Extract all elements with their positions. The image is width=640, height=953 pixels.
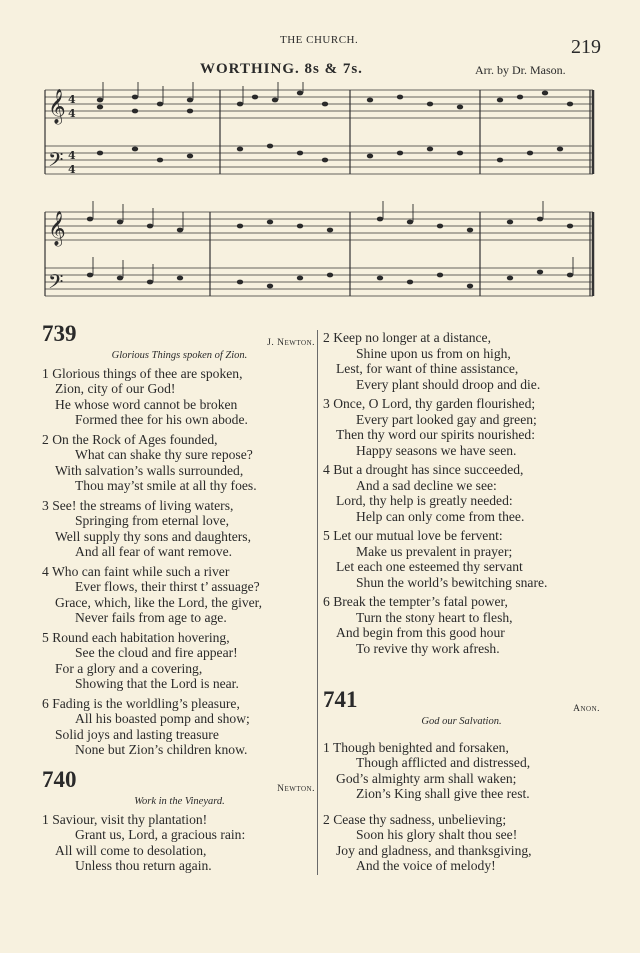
verse-line: Unless thou return again. xyxy=(75,858,212,873)
verse-line: Formed thee for his own abode. xyxy=(75,412,248,427)
hymn-verse xyxy=(42,432,317,494)
verse-line: To revive thy work afresh. xyxy=(356,640,500,656)
hymn-subtitle: God our Salvation. xyxy=(421,716,502,727)
verse-line: Lest, for want of thine assistance, xyxy=(336,361,519,376)
hymn-author: Anon. xyxy=(573,704,600,714)
svg-text:4: 4 xyxy=(68,149,76,162)
verse-line: All will come to desolation, xyxy=(55,842,207,858)
verse-line: Ever flows, their thirst t’ assuage? xyxy=(75,579,260,594)
verse-line: 1 Though benighted and forsaken, xyxy=(323,739,509,755)
verse-line: With salvation’s walls surrounded, xyxy=(55,462,244,478)
verse-line: And all fear of want remove. xyxy=(75,544,233,559)
verse-line: 2 On the Rock of Ages founded, xyxy=(42,431,218,447)
verse-line: And the voice of melody! xyxy=(356,858,496,873)
verse-line: 5 Let our mutual love be fervent: xyxy=(323,528,503,543)
verse-line: Zion’s King shall give thee rest. xyxy=(356,786,530,801)
svg-text:4: 4 xyxy=(68,107,76,120)
verse-line: Turn the stony heart to flesh, xyxy=(356,609,513,625)
verse-line: Shine upon us from on high, xyxy=(356,345,511,361)
verse-line: For a glory and a covering, xyxy=(55,660,203,676)
page-number: 219 xyxy=(571,36,601,58)
verse-line: See the cloud and fire appear! xyxy=(75,645,238,660)
svg-text:𝄢: 𝄢 xyxy=(48,148,64,176)
verse-line: 6 Break the tempter’s fatal power, xyxy=(323,594,508,609)
verse-line: And a sad decline we see: xyxy=(356,477,497,493)
hymn-verse xyxy=(323,528,613,590)
verse-line: Showing that the Lord is near. xyxy=(75,676,239,691)
svg-text:𝄞: 𝄞 xyxy=(48,89,66,124)
verse-line: 6 Fading is the worldling’s pleasure, xyxy=(42,695,240,711)
verse-line: Let each one esteemed thy servant xyxy=(336,559,523,574)
verse-line: Then thy word our spirits nourished: xyxy=(336,427,535,442)
verse-line: Joy and gladness, and thanksgiving, xyxy=(336,842,532,858)
verse-line: Soon his glory shalt thou see! xyxy=(356,827,518,842)
verse-line: 2 Cease thy sadness, unbelieving; xyxy=(323,811,507,827)
verse-line: Zion, city of our God! xyxy=(55,381,176,396)
hymn-740-continued xyxy=(323,330,613,656)
hymn-verse xyxy=(323,396,613,458)
verse-line: 4 But a drought has since succeeded, xyxy=(323,462,524,477)
verse-line: Grace, which, like the Lord, the giver, xyxy=(55,594,263,610)
verse-line: Happy seasons we have seen. xyxy=(356,442,517,458)
verse-line: Help can only come from thee. xyxy=(356,508,525,524)
verse-line: Shun the world’s bewitching snare. xyxy=(356,574,548,590)
verse-line: None but Zion’s children know. xyxy=(75,742,248,757)
verse-line: Every part looked gay and green; xyxy=(356,411,537,427)
verse-line: Springing from eternal love, xyxy=(75,513,230,528)
verse-line: All his boasted pomp and show; xyxy=(75,711,250,726)
tune-arranger: Arr. by Dr. Mason. xyxy=(475,63,566,77)
verse-line: What can shake thy sure repose? xyxy=(75,447,253,462)
svg-text:𝄢: 𝄢 xyxy=(48,270,64,298)
verse-line: 1 Glorious things of thee are spoken, xyxy=(42,365,243,381)
hymn-verse xyxy=(323,740,600,802)
verse-line: 3 See! the streams of living waters, xyxy=(42,497,234,513)
verse-line: He whose word cannot be broken xyxy=(55,396,238,412)
hymn-739 xyxy=(42,321,317,758)
verse-line: 1 Saviour, visit thy plantation! xyxy=(42,811,208,827)
hymn-741 xyxy=(323,687,600,874)
svg-text:𝄞: 𝄞 xyxy=(48,211,66,246)
hymn-verse xyxy=(323,594,613,656)
svg-text:4: 4 xyxy=(68,163,76,176)
column-divider xyxy=(317,330,318,875)
hymn-number: 741 xyxy=(323,687,358,712)
hymn-author: J. Newton. xyxy=(267,338,315,348)
tune-name: WORTHING. 8s & 7s. xyxy=(200,61,363,77)
verse-line: Well supply thy sons and daughters, xyxy=(55,528,251,544)
running-title: THE CHURCH. xyxy=(280,34,359,46)
verse-line: 3 Once, O Lord, thy garden flourished; xyxy=(323,396,536,411)
verse-line: Though afflicted and distressed, xyxy=(356,755,531,770)
hymn-verse xyxy=(42,696,317,758)
verse-line: Grant us, Lord, a gracious rain: xyxy=(75,827,246,842)
verse-line: 4 Who can faint while such a river xyxy=(42,563,230,579)
svg-text:4: 4 xyxy=(68,93,76,106)
verse-line: Thou may’st smile at all thy foes. xyxy=(75,478,257,493)
hymn-subtitle: Work in the Vineyard. xyxy=(134,796,225,807)
verse-line: 5 Round each habitation hovering, xyxy=(42,629,230,645)
verse-line: Solid joys and lasting treasure xyxy=(55,726,219,742)
verse-line: Every plant should droop and die. xyxy=(356,376,541,392)
hymn-number: 740 xyxy=(42,767,77,792)
verse-line: 2 Keep no longer at a distance, xyxy=(323,330,491,345)
hymn-verse xyxy=(42,366,317,428)
hymn-subtitle: Glorious Things spoken of Zion. xyxy=(111,350,248,361)
hymn-verse xyxy=(323,462,613,524)
verse-line: Never fails from age to age. xyxy=(75,610,227,625)
hymn-verse xyxy=(42,564,317,626)
hymn-author: Newton. xyxy=(277,784,315,794)
hymn-740 xyxy=(42,767,317,874)
verse-line: Lord, thy help is greatly needed: xyxy=(336,493,513,508)
hymn-verse xyxy=(42,498,317,560)
hymn-verse xyxy=(323,812,600,874)
verse-line: Make us prevalent in prayer; xyxy=(356,543,513,559)
hymn-verse xyxy=(42,630,317,692)
music-score xyxy=(40,82,600,317)
hymn-number: 739 xyxy=(42,321,77,346)
verse-line: And begin from this good hour xyxy=(336,625,505,640)
verse-line: God’s almighty arm shall waken; xyxy=(336,770,517,786)
hymn-verse xyxy=(323,330,613,392)
hymn-verse xyxy=(42,812,317,874)
